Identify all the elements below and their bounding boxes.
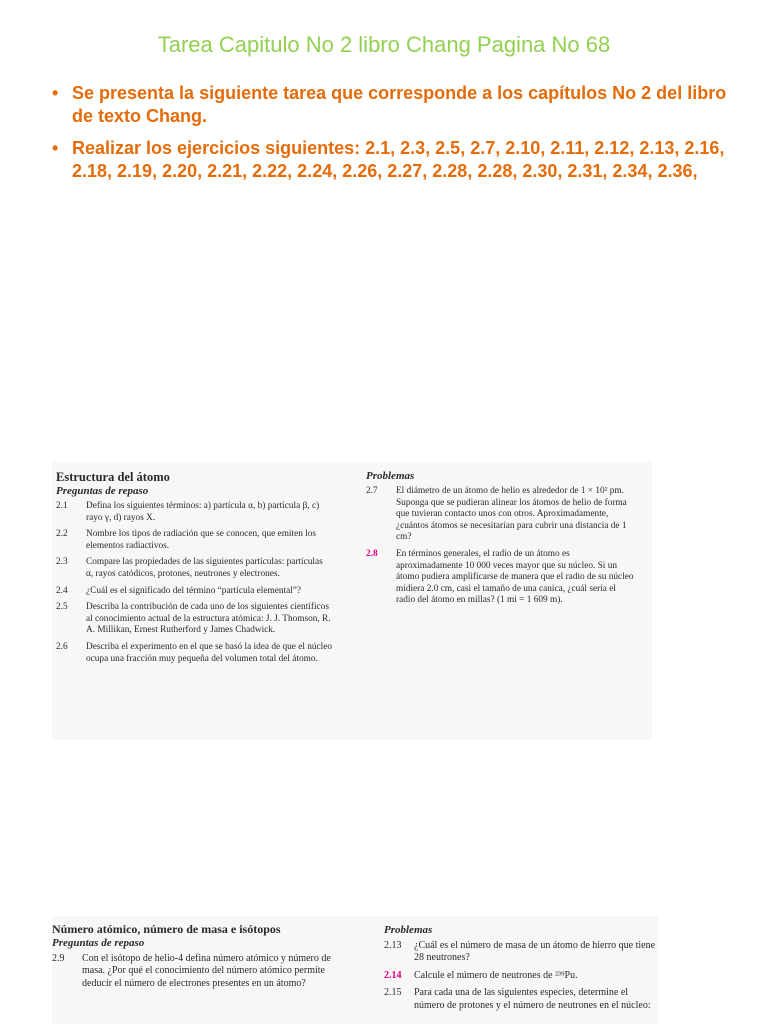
textbook-scan-atomic-number bbox=[52, 916, 658, 1024]
question-number: 2.5 bbox=[56, 602, 68, 613]
question-text: Describa la contribución de cada uno de los siguientes científicos al conocimiento actual de la estructura atómica: J. J. Thomson, R. A. Millikan, Ernest Rutherford y James Chadwick. bbox=[86, 602, 331, 636]
question-number: 2.9 bbox=[52, 953, 65, 964]
scan-left-column bbox=[56, 462, 332, 670]
bullet-dot-icon: • bbox=[52, 83, 59, 103]
problem-number: 2.15 bbox=[384, 987, 402, 999]
question-text: Nombre los tipos de radiación que se conocen, que emiten los elementos radiactivos. bbox=[86, 529, 317, 551]
problem-item bbox=[366, 549, 636, 607]
question-item bbox=[56, 586, 332, 598]
question-item bbox=[56, 557, 332, 580]
question-text: Compare las propiedades de las siguientes partículas: partículas α, rayos catódicos, protones, neutrones y electrones. bbox=[86, 557, 323, 579]
question-text: Describa el experimento en el que se basó la idea de que el núcleo ocupa una fracción muy pequeña del volumen total del átomo. bbox=[86, 641, 333, 664]
problem-item bbox=[384, 987, 656, 1012]
section-subtitle: Preguntas de repaso bbox=[52, 937, 145, 949]
problem-text: Para cada una de las siguientes especies, determine el número de protones y el número de neutrones en el núcleo: bbox=[414, 987, 651, 1011]
bullet-list bbox=[52, 82, 732, 192]
question-number: 2.1 bbox=[56, 501, 68, 511]
section-subtitle: Preguntas de repaso bbox=[56, 485, 149, 497]
problem-number: 2.8 bbox=[366, 548, 378, 559]
question-item bbox=[56, 529, 332, 552]
section-title: Estructura del átomo bbox=[56, 470, 170, 484]
textbook-scan-atomic-structure bbox=[52, 462, 652, 740]
scan-left-column bbox=[52, 916, 348, 995]
bullet-item-intro bbox=[52, 82, 732, 128]
problem-item bbox=[384, 970, 656, 982]
problem-item bbox=[384, 940, 656, 965]
bullet-text: Se presenta la siguiente tarea que corresponde a los capítulos No 2 del libro de texto Chang. bbox=[72, 83, 727, 126]
question-item bbox=[56, 501, 332, 524]
bullet-dot-icon: • bbox=[52, 138, 59, 158]
problem-text: Calcule el número de neutrones de ²³⁹Pu. bbox=[414, 969, 578, 981]
problems-heading: Problemas bbox=[384, 924, 433, 936]
question-text: Con el isótopo de helio-4 defina número atómico y número de masa. ¿Por qué el conocimiento del número atómico permite deducir el número de electrones presentes en un átomo? bbox=[82, 953, 331, 989]
question-number: 2.3 bbox=[56, 557, 68, 568]
problem-number: 2.7 bbox=[366, 486, 378, 496]
question-number: 2.2 bbox=[56, 529, 68, 540]
problem-number: 2.14 bbox=[384, 969, 402, 981]
question-text: ¿Cuál es el significado del término “partícula elemental”? bbox=[86, 585, 302, 596]
question-item bbox=[56, 602, 332, 637]
problems-heading: Problemas bbox=[366, 470, 415, 482]
problem-text: En términos generales, el radio de un átomo es aproximadamente 10 000 veces mayor que su núcleo. Si un átomo pudiera amplificarse de manera que el radio de su núcleo midiera 2.0 cm, casi el tamaño de una canica, ¿cuál sería el radio del átomo en millas? (1 mi = 1 609 m). bbox=[396, 548, 634, 606]
question-item bbox=[52, 953, 348, 990]
scan-right-column bbox=[366, 462, 636, 612]
problem-number: 2.13 bbox=[384, 940, 402, 951]
bullet-item-exercises bbox=[52, 137, 732, 183]
question-number: 2.4 bbox=[56, 585, 68, 596]
bullet-text: Realizar los ejercicios siguientes: 2.1, 2.3, 2.5, 2.7, 2.10, 2.11, 2.12, 2.13, 2.16, 2.18, 2.19, 2.20, 2.21, 2.22, 2.24, 2.26, 2.27, 2.28, 2.28, 2.30, 2.31, 2.34, 2.36, bbox=[72, 138, 725, 181]
slide-title: Tarea Capitulo No 2 libro Chang Pagina No 68 bbox=[157, 32, 611, 57]
problem-text: El diámetro de un átomo de helio es alrededor de 1 × 10² pm. Suponga que se pudieran alinear los átomos de helio de forma que tuvieran contacto unos con otros. Aproximadamente, ¿cuántos átomos se necesitarían para cubrir una distancia de 1 cm? bbox=[396, 486, 627, 543]
question-item bbox=[56, 642, 332, 665]
scan-right-column bbox=[384, 916, 656, 1017]
question-number: 2.6 bbox=[56, 641, 68, 652]
problem-item bbox=[366, 486, 636, 544]
problem-text: ¿Cuál es el número de masa de un átomo de hierro que tiene 28 neutrones? bbox=[414, 940, 656, 964]
question-text: Defina los siguientes términos: a) partícula α, b) partícula β, c) rayo γ, d) rayos X. bbox=[86, 501, 320, 523]
section-title: Número atómico, número de masa e isótopos bbox=[52, 922, 281, 936]
